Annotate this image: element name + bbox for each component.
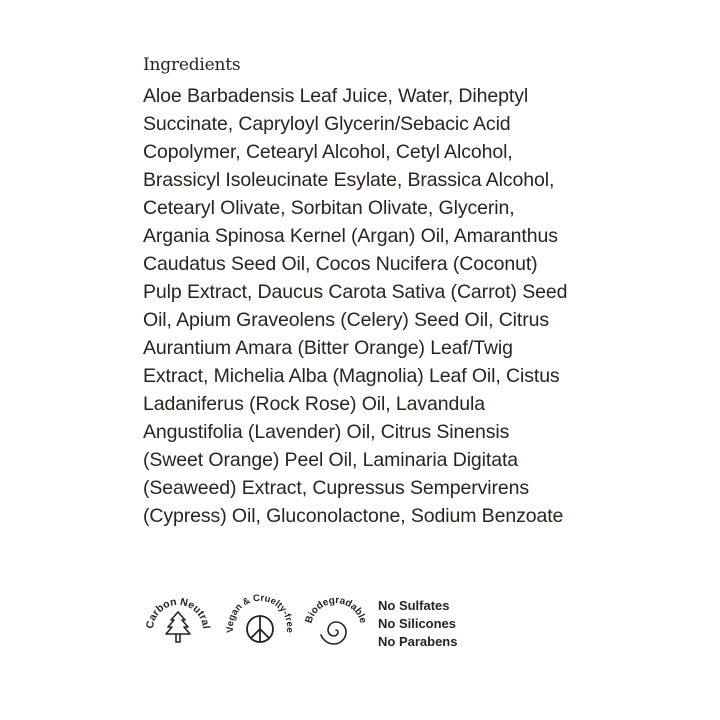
spiral-icon [321, 622, 346, 644]
ingredients-line: (Seaweed) Extract, Cupressus Sempervirens [143, 477, 530, 499]
free-from-claims [378, 597, 457, 651]
claim-item: No Silicones [378, 616, 457, 631]
ingredients-list [143, 82, 703, 530]
ingredients-line: Aurantium Amara (Bitter Orange) Leaf/Twig [143, 337, 513, 359]
ingredients-line: Ladaniferus (Rock Rose) Oil, Lavandula [143, 393, 485, 415]
peace-icon [247, 616, 273, 642]
claim-item: No Sulfates [378, 598, 450, 613]
badge-biodegradable [301, 590, 371, 660]
ingredients-line: Extract, Michelia Alba (Magnolia) Leaf Oil, Cistus [143, 365, 560, 387]
ingredients-line: Cetearyl Olivate, Sorbitan Olivate, Glycerin, [143, 197, 515, 219]
ingredients-line: Succinate, Capryloyl Glycerin/Sebacic Acid [143, 113, 511, 135]
badge-carbon-neutral [143, 590, 213, 660]
ingredients-line: Copolymer, Cetearyl Alcohol, Cetyl Alcohol, [143, 141, 513, 163]
ingredients-section [143, 52, 703, 530]
badge-label: Vegan & Cruelty-free [225, 592, 295, 634]
ingredients-line: (Cypress) Oil, Gluconolactone, Sodium Benzoate [143, 505, 564, 527]
ingredients-line: Pulp Extract, Daucus Carota Sativa (Carrot) Seed [143, 281, 568, 303]
badge-label: Biodegradable [303, 595, 369, 625]
svg-text:Biodegradable [304, 595, 369, 625]
tree-icon [166, 612, 190, 642]
ingredients-line: Brassicyl Isoleucinate Esylate, Brassica Alcohol, [143, 169, 555, 191]
ingredients-heading: Ingredients [143, 55, 241, 75]
ingredients-line: (Sweet Orange) Peel Oil, Laminaria Digitata [143, 449, 519, 471]
claim-item: No Parabens [378, 634, 458, 649]
badge-vegan-cruelty-free [225, 590, 295, 660]
ingredients-line: Angustifolia (Lavender) Oil, Citrus Sinensis [143, 421, 510, 443]
ingredients-line: Caudatus Seed Oil, Cocos Nucifera (Coconut) [143, 253, 538, 275]
ingredients-line: Aloe Barbadensis Leaf Juice, Water, Diheptyl [143, 85, 529, 107]
badge-label: Carbon Neutral [143, 595, 212, 630]
ingredients-line: Argania Spinosa Kernel (Argan) Oil, Amaranthus [143, 225, 558, 247]
ingredients-line: Oil, Apium Graveolens (Celery) Seed Oil, Citrus [143, 309, 550, 331]
